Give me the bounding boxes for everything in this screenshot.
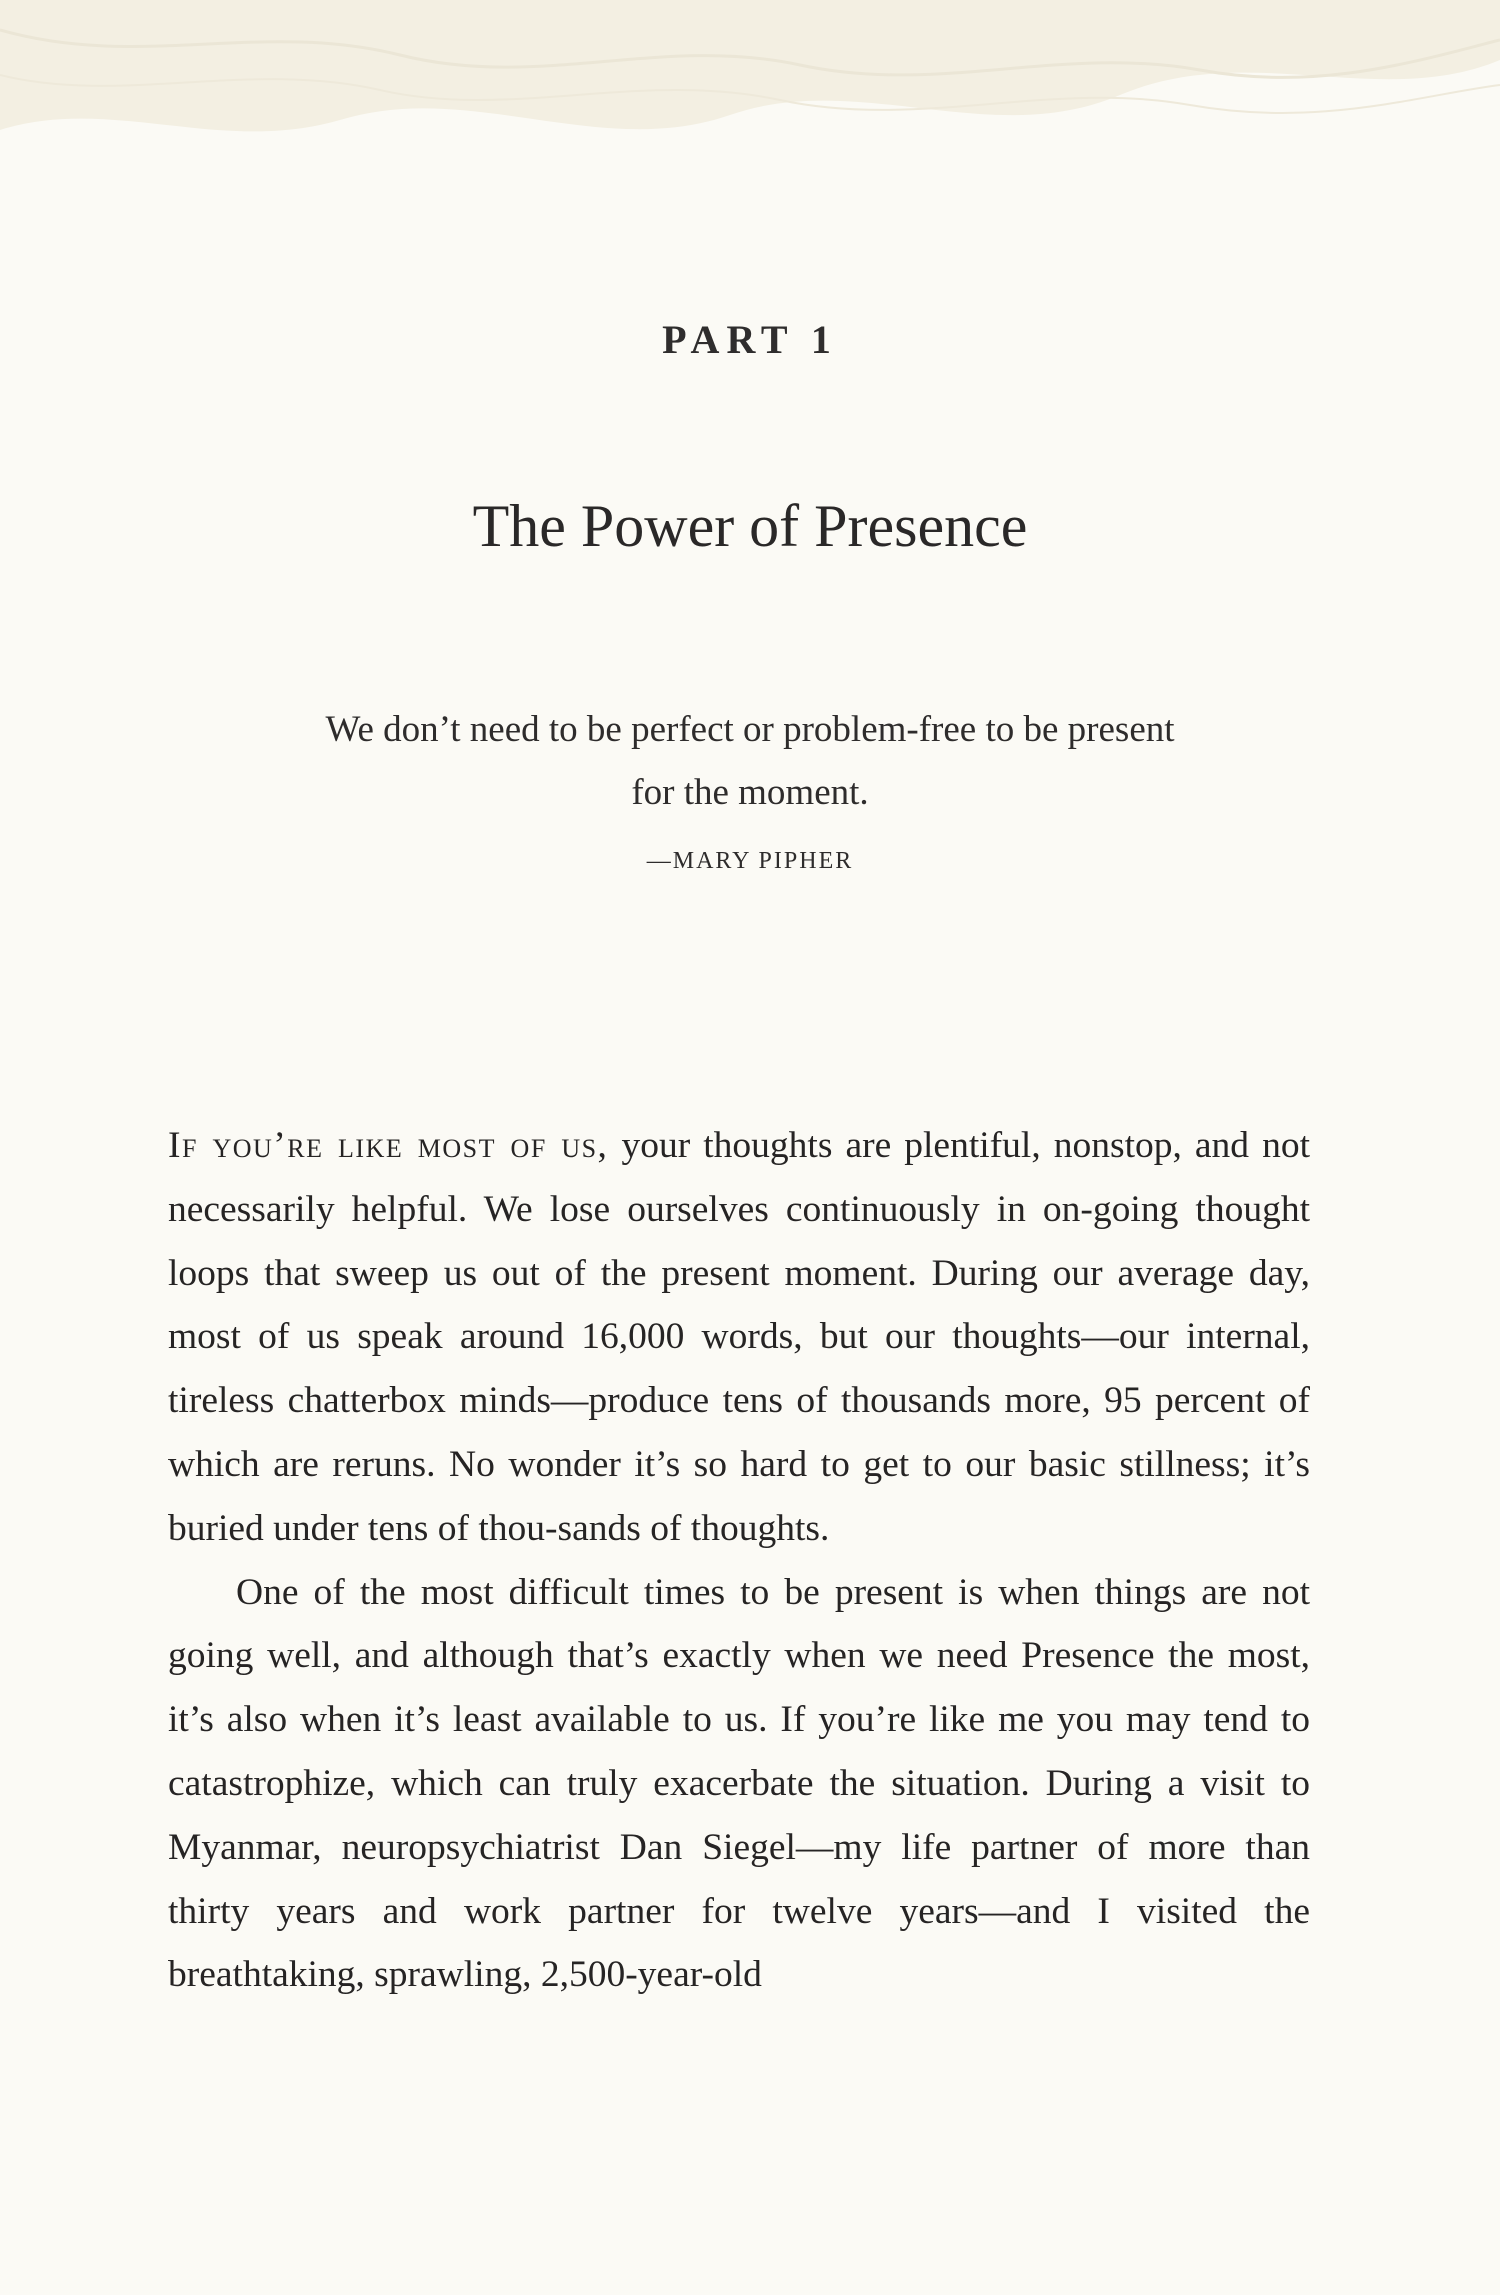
- decorative-wave-border: [0, 0, 1500, 180]
- paragraph-1: [168, 1114, 1310, 1561]
- lead-in-small-caps: If you’re like most of us,: [168, 1125, 609, 1166]
- page-title: The Power of Presence: [472, 493, 1028, 559]
- part-label: PART 1: [662, 317, 838, 362]
- body-text: [168, 1114, 1310, 2007]
- paragraph-1-text: your thoughts are plentiful, nonstop, and not necessarily helpful. We lose ourselves continuously in on-going thought loops that sweep us out of the present moment. During our average day, most of us speak around 16,000 words, but our thoughts—our internal, tireless chatterbox minds—produce tens of thousands more, 95 percent of which are reruns. No wonder it’s so hard to get to our basic stillness; it’s buried under tens of thou-sands of thoughts.: [168, 1125, 1310, 1549]
- epigraph-author: —MARY PIPHER: [646, 848, 854, 874]
- epigraph-quote: We don’t need to be perfect or problem-free to be present for the moment.: [325, 709, 1175, 813]
- paragraph-2: One of the most difficult times to be present is when things are not going well, and although that’s exactly when we need Presence the most, it’s also when it’s least available to us. If you’re like me you may tend to catastrophize, which can truly exacerbate the situation. During a visit to Myanmar, neuropsychiatrist Dan Siegel—my life partner of more than thirty years and work partner for twelve years—and I visited the breathtaking, sprawling, 2,500-year-old: [168, 1571, 1310, 1996]
